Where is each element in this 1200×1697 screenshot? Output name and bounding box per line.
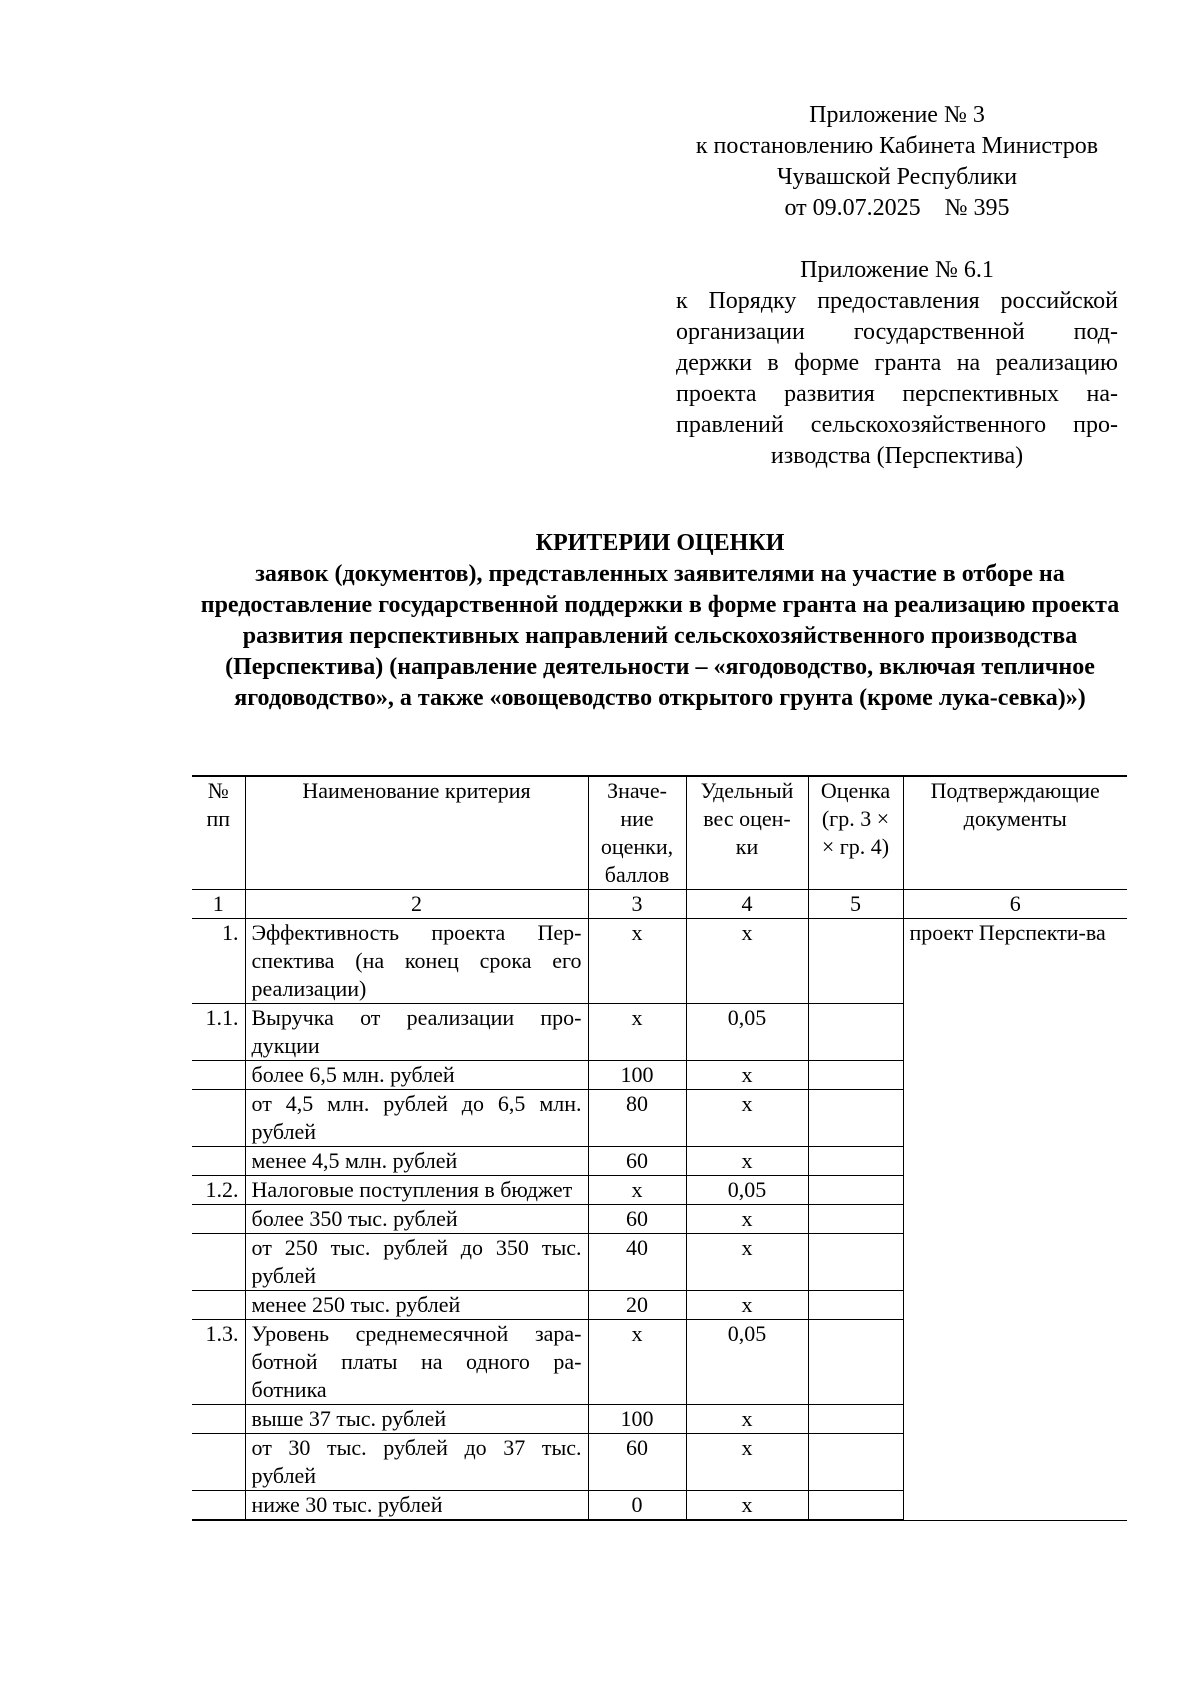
row-score	[808, 1061, 903, 1090]
appendix-6-1-line3: организации государственной под-	[676, 319, 1118, 345]
row-name: от 30 тыс. рублей до 37 тыс. рублей	[245, 1434, 588, 1491]
row-num	[192, 1434, 245, 1491]
row-score	[808, 1320, 903, 1405]
row-name: менее 4,5 млн. рублей	[245, 1147, 588, 1176]
row-num: 1.	[192, 919, 245, 1004]
row-score	[808, 1234, 903, 1291]
header-value: Значе-ние оценки, баллов	[588, 776, 686, 890]
col-number: 5	[808, 890, 903, 919]
row-score	[808, 1176, 903, 1205]
row-name: от 4,5 млн. рублей до 6,5 млн. рублей	[245, 1090, 588, 1147]
row-value: 100	[588, 1405, 686, 1434]
row-weight: х	[686, 1491, 808, 1521]
row-score	[808, 1405, 903, 1434]
row-name: более 6,5 млн. рублей	[245, 1061, 588, 1090]
row-weight: 0,05	[686, 1004, 808, 1061]
docs-cell: проект Перспекти-ва	[903, 919, 1127, 1521]
row-score	[808, 1491, 903, 1521]
col-number: 1	[192, 890, 245, 919]
row-score	[808, 1205, 903, 1234]
appendix-6-1-line1: Приложение № 6.1	[800, 257, 994, 283]
appendix-6-1-line4: держки в форме гранта на реализацию	[676, 350, 1118, 376]
header-name: Наименование критерия	[245, 776, 588, 890]
row-weight: х	[686, 1405, 808, 1434]
row-value: х	[588, 1320, 686, 1405]
row-name: Эффективность проекта Пер-спектива (на конец срока его реализации)	[245, 919, 588, 1004]
row-weight: 0,05	[686, 1320, 808, 1405]
row-score	[808, 919, 903, 1004]
row-name: Уровень среднемесячной зара-ботной платы на одного ра-ботника	[245, 1320, 588, 1405]
appendix-6-1-line5: проекта развития перспективных на-	[676, 381, 1118, 407]
table-header-row	[192, 776, 1127, 890]
header-docs: Подтверждающие документы	[903, 776, 1127, 890]
row-name: более 350 тыс. рублей	[245, 1205, 588, 1234]
col-number: 2	[245, 890, 588, 919]
row-value: 60	[588, 1147, 686, 1176]
document-heading: КРИТЕРИИ ОЦЕНКИ	[535, 530, 785, 556]
row-weight: х	[686, 1234, 808, 1291]
header-num: № пп	[192, 776, 245, 890]
row-value: 60	[588, 1434, 686, 1491]
row-value: х	[588, 1004, 686, 1061]
row-num	[192, 1061, 245, 1090]
row-score	[808, 1004, 903, 1061]
row-value: 20	[588, 1291, 686, 1320]
row-weight: 0,05	[686, 1176, 808, 1205]
row-value: 40	[588, 1234, 686, 1291]
row-value: 0	[588, 1491, 686, 1521]
appendix-3-block	[676, 100, 1118, 224]
appendix-6-1-block	[676, 255, 1118, 472]
table-row	[192, 919, 1127, 1004]
row-name: выше 37 тыс. рублей	[245, 1405, 588, 1434]
col-number: 6	[903, 890, 1127, 919]
appendix-6-1-line6: правлений сельскохозяйственного про-	[676, 412, 1118, 438]
row-num: 1.2.	[192, 1176, 245, 1205]
appendix-3-line1: Приложение № 3	[809, 102, 985, 128]
document-title-block	[190, 528, 1130, 714]
row-name: Выручка от реализации про-дукции	[245, 1004, 588, 1061]
col-number: 3	[588, 890, 686, 919]
row-num: 1.3.	[192, 1320, 245, 1405]
row-score	[808, 1434, 903, 1491]
appendix-3-line3: Чувашской Республики	[776, 164, 1018, 190]
document-subtitle: заявок (документов), представленных заявителями на участие в отборе на предоставление государственной поддержки в форме гранта на реализацию проекта развития перспективных направлений сельскохозяйственного производства (Перспектива) (направление деятельности – «ягодоводство, включая тепличное ягодоводство», а также «овощеводство открытого грунта (кроме лука-севка)»)	[200, 561, 1120, 711]
row-weight: х	[686, 1061, 808, 1090]
row-num	[192, 1405, 245, 1434]
appendix-3-line2: к постановлению Кабинета Министров	[695, 133, 1099, 159]
row-name: ниже 30 тыс. рублей	[245, 1491, 588, 1521]
appendix-3-line4: от 09.07.2025 № 395	[784, 195, 1010, 221]
row-name: от 250 тыс. рублей до 350 тыс. рублей	[245, 1234, 588, 1291]
row-num	[192, 1090, 245, 1147]
row-score	[808, 1291, 903, 1320]
row-num	[192, 1205, 245, 1234]
appendix-6-1-line2: к Порядку предоставления российской	[676, 288, 1118, 314]
row-weight: х	[686, 1434, 808, 1491]
row-value: 60	[588, 1205, 686, 1234]
col-number: 4	[686, 890, 808, 919]
criteria-table	[192, 775, 1127, 1521]
appendix-6-1-line7: изводства (Перспектива)	[770, 443, 1024, 469]
row-weight: х	[686, 1147, 808, 1176]
row-value: 100	[588, 1061, 686, 1090]
row-score	[808, 1147, 903, 1176]
header-score: Оценка (гр. 3 × × гр. 4)	[808, 776, 903, 890]
row-score	[808, 1090, 903, 1147]
column-number-row	[192, 890, 1127, 919]
row-name: Налоговые поступления в бюджет	[245, 1176, 588, 1205]
row-num	[192, 1234, 245, 1291]
row-weight: х	[686, 1291, 808, 1320]
row-weight: х	[686, 1090, 808, 1147]
row-weight: х	[686, 1205, 808, 1234]
row-name: менее 250 тыс. рублей	[245, 1291, 588, 1320]
header-weight: Удельный вес оцен-ки	[686, 776, 808, 890]
row-value: х	[588, 1176, 686, 1205]
row-num	[192, 1491, 245, 1521]
row-value: х	[588, 919, 686, 1004]
row-value: 80	[588, 1090, 686, 1147]
row-num	[192, 1291, 245, 1320]
row-num: 1.1.	[192, 1004, 245, 1061]
row-num	[192, 1147, 245, 1176]
row-weight: х	[686, 919, 808, 1004]
